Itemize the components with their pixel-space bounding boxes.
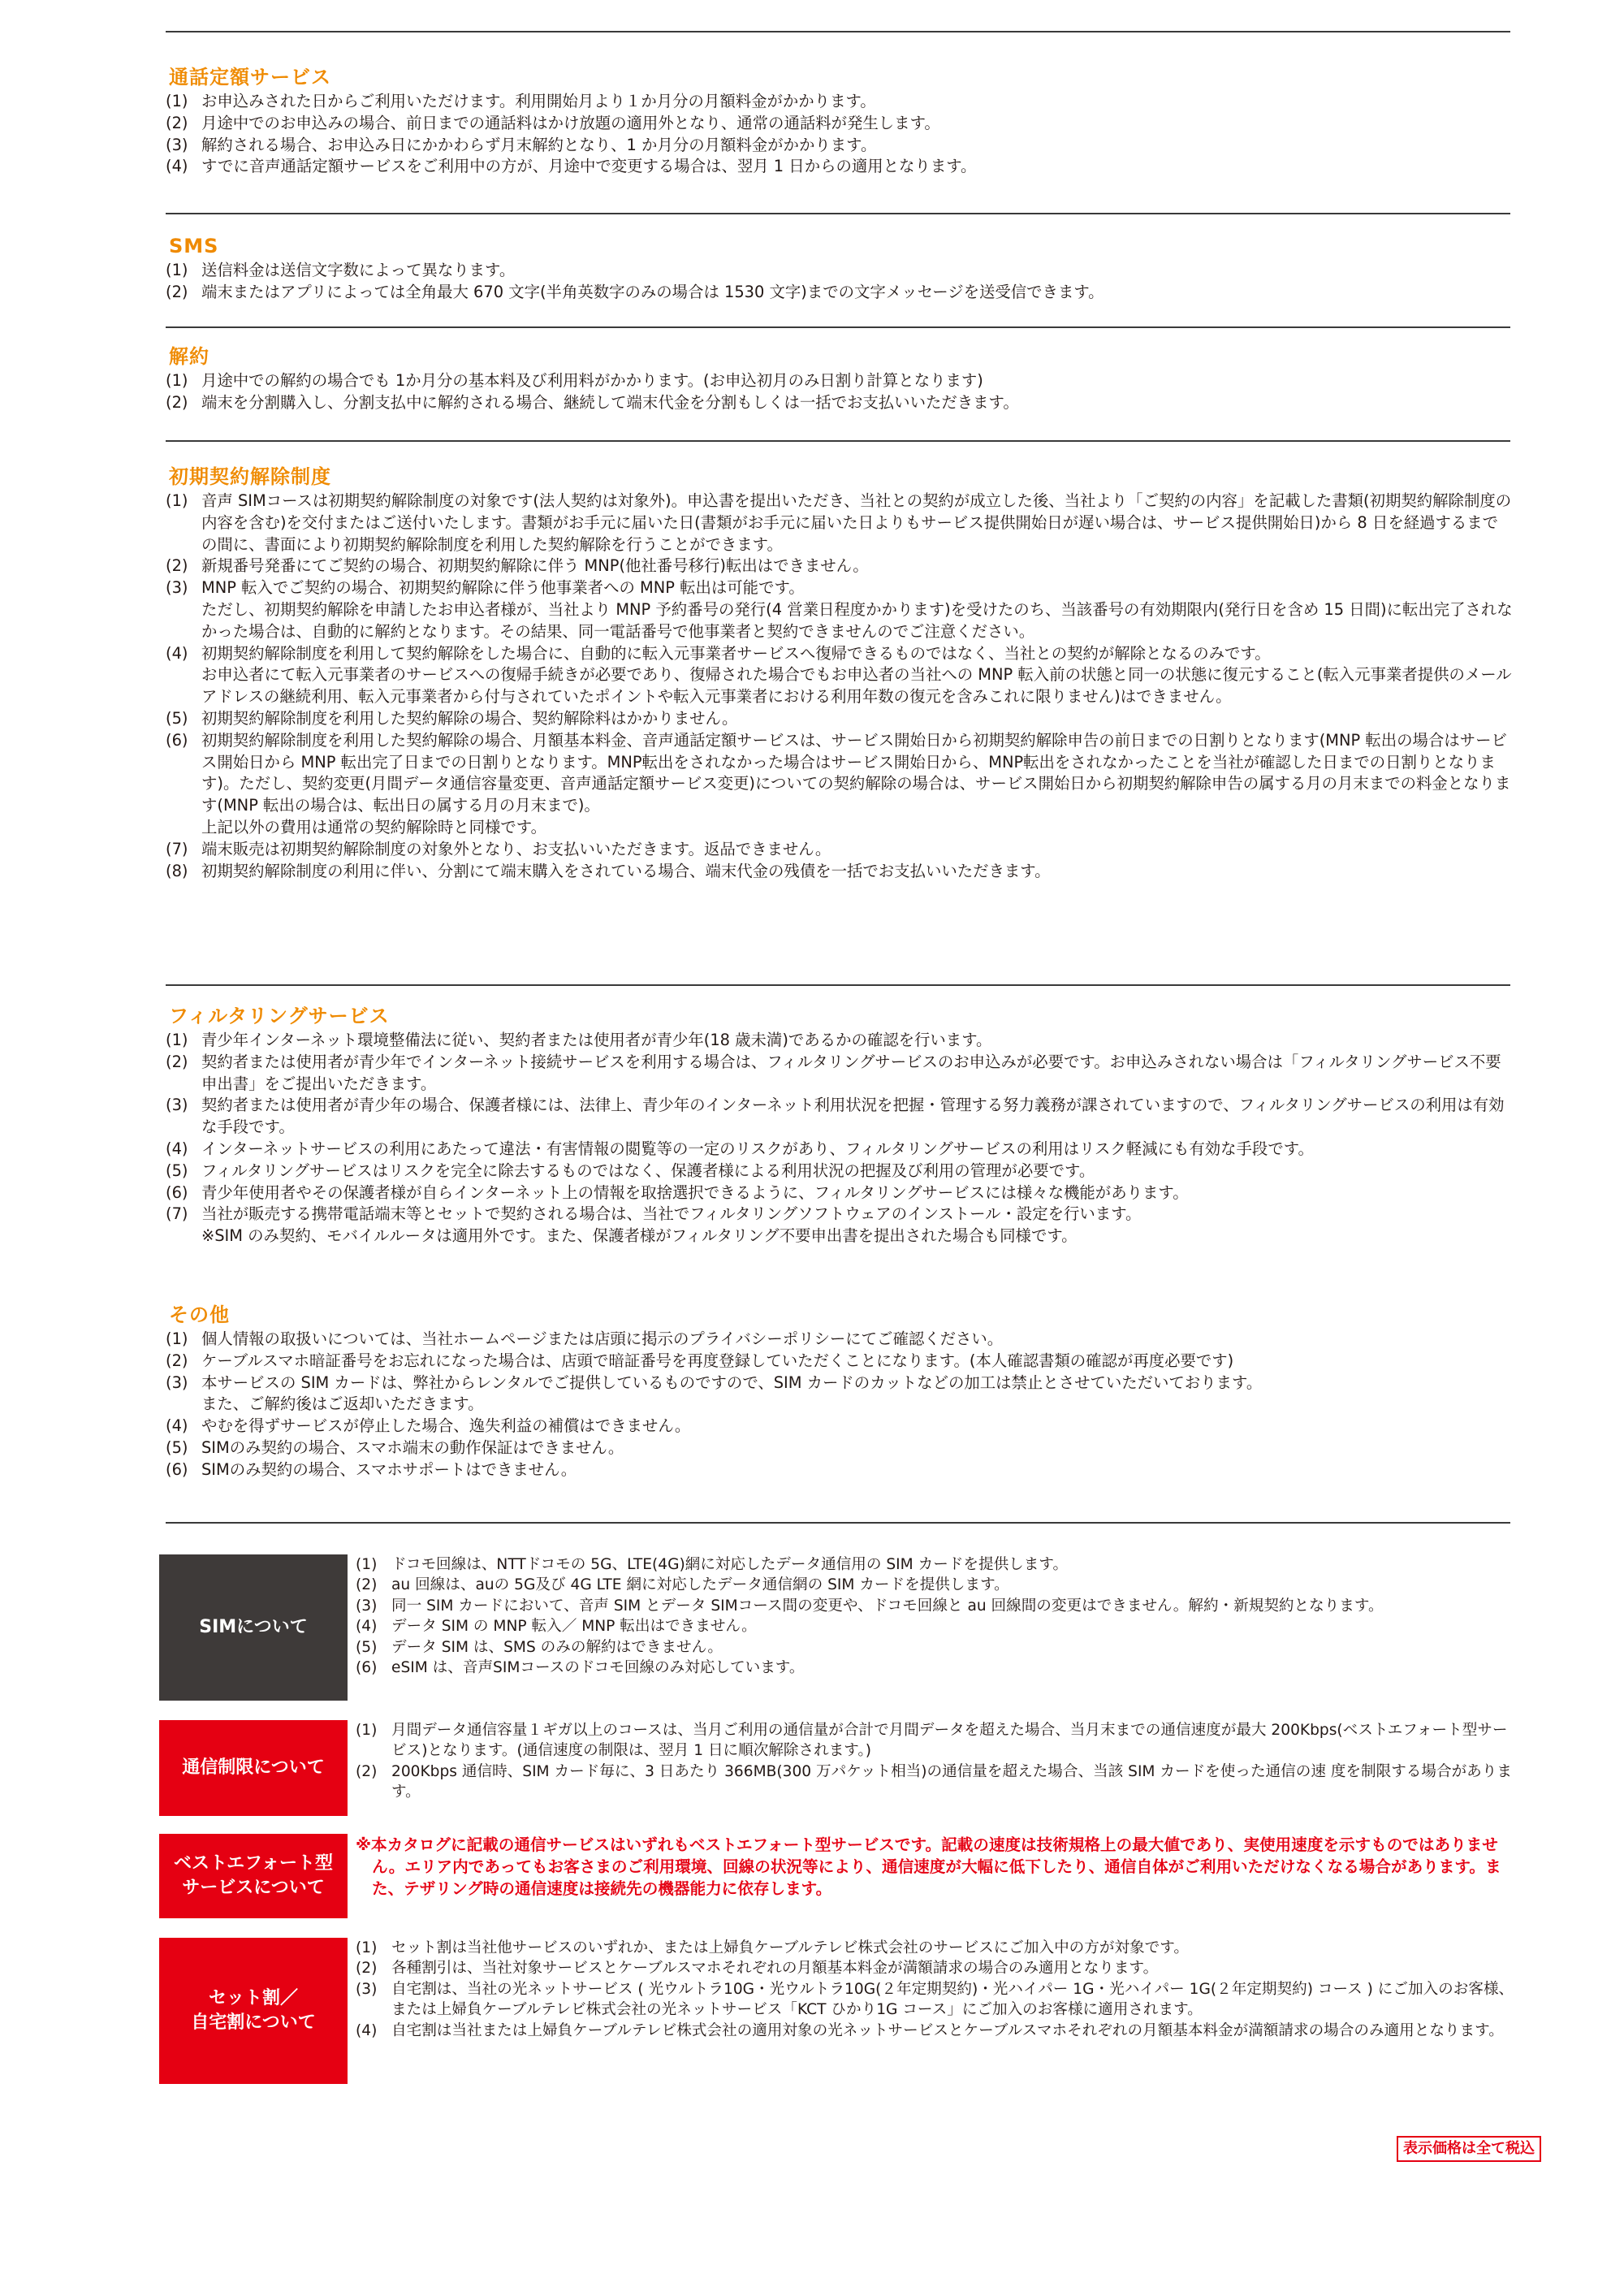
item-text: 上記以外の費用は通常の契約解除時と同様です。 [201,817,547,837]
section-flat-call [166,65,1514,178]
item-number: (1) [166,371,188,390]
list-item [356,1554,1515,1575]
list-item [166,491,1514,556]
item-text: データ SIM の MNP 転入／ MNP 転出はできません。 [391,1618,757,1636]
list-item [166,1394,1514,1416]
item-text: 同一 SIM カードにおいて、音声 SIM とデータ SIMコース間の変更や、ドコモ回線と au 回線間の変更はできません。解約・新規契約となります。 [391,1597,1384,1615]
item-text: お申込者にて転入元事業者のサービスへの復帰手続きが必要であり、復帰された場合でもお申込者の当社への MNP 転入前の状態と同一の状態に復元すること(転入元事業者提供のメールアドレスの継続利用、転入元事業者から付与されていたポイントや転入元事業者における利用年数の復元を含みこれに限りません)はできません。 [201,665,1512,707]
item-text: ケーブルスマホ暗証番号をお忘れになった場合は、店頭で暗証番号を再度登録していただくことになります。(本人確認書類の確認が再度必要です) [201,1351,1234,1370]
divider [166,31,1510,32]
item-list [166,260,1514,304]
item-text: 解約される場合、お申込み日にかかわらず月末解約となり、1 か月分の月額料金がかかります。 [201,135,877,154]
info-body [356,1938,1515,2041]
section-title: 初期契約解除制度 [169,465,331,488]
info-set-discount [159,1938,1523,2084]
list-item [166,91,1514,113]
item-text: au 回線は、auの 5G及び 4G LTE 網に対応したデータ通信網の SIM カードを提供します。 [391,1576,1009,1594]
item-text: 月途中でのお申込みの場合、前日までの通話料はかけ放題の適用外となり、通常の通話料が発生します。 [201,113,940,132]
tax-note-badge: 表示価格は全て税込 [1397,2136,1541,2162]
list-item [166,730,1514,817]
item-number: (3) [166,578,188,598]
list-item [356,1979,1515,2021]
item-text: 月途中での解約の場合でも 1か月分の基本料及び利用料がかかります。(お申込初月のみ日割り計算となります) [201,371,983,390]
item-number: (2) [166,392,188,412]
item-number: (5) [166,708,188,728]
item-number: (1) [166,1329,188,1348]
list-item [166,1161,1514,1182]
item-number: (6) [356,1659,378,1677]
list-item [166,135,1514,157]
item-text: 本サービスの SIM カードは、弊社からレンタルでご提供しているものですので、SIM カードのカットなどの加工は禁止とさせていただいております。 [201,1373,1263,1392]
item-text: やむを得ずサービスが停止した場合、逸失利益の補償はできません。 [201,1416,691,1436]
list-item [166,1052,1514,1096]
item-text: 200Kbps 通信時、SIM カード毎に、3 日あたり 366MB(300 万パケット相当)の通信量を超えた場合、当該 SIM カードを使った通信の速 度を制限する場合があります。 [391,1762,1512,1801]
section-filtering [166,1004,1514,1247]
divider [166,326,1510,328]
item-text: 初期契約解除制度を利用した契約解除の場合、月額基本料金、音声通話定額サービスは、サービス開始日から初期契約解除申告の前日までの日割りとなります(MNP 転出の場合はサービス開始日から MNP 転出完了日までの日割りとなります。MNP転出をされなかった場合はサービス開始日から、MNP転出をされなかったことを当社が確認した日までの日割りとなります)。ただし、契約変更(月間データ通信容量変更、音声通話定額サービス変更)についての契約解除の場合は、サービス開始日から初期契約解除申告の属する月の月末までの料金となります(MNP 転出の場合は、転出日の属する月の月末まで)。 [201,730,1511,815]
item-number: (3) [166,1096,188,1115]
list-item [166,156,1514,178]
item-text: 月間データ通信容量１ギガ以上のコースは、当月ご利用の通信量が合計で月間データを超えた場合、当月末までの通信速度が最大 200Kbps(ベストエフォート型サービス)となります。(通信速度の制限は、翌月 1 日に順次解除されます。) [391,1722,1508,1760]
list-item [356,1658,1515,1678]
list-item [356,1720,1515,1762]
item-number: (3) [356,1980,378,1998]
list-item [166,861,1514,883]
item-number: (2) [166,113,188,132]
item-text: 音声 SIMコースは初期契約解除制度の対象です(法人契約は対象外)。申込書を提出いただき、当社との契約が成立した後、当社より「ご契約の内容」を記載した書類(初期契約解除制度の内容を含む)を交付またはご送付いたします。書類がお手元に届いた日(書類がお手元に届いた日よりもサービス提供開始日が遅い場合は、サービス提供開始日)から 8 日を経過するまでの間に、書面により初期契約解除制度を利用した契約解除を行うことができます。 [201,491,1512,554]
item-text: 自宅割は当社または上婦負ケーブルテレビ株式会社の適用対象の光ネットサービスとケーブルスマホそれぞれの月額基本料金が満額請求の場合のみ適用となります。 [391,2021,1504,2039]
section-initial-cancel [166,465,1514,882]
item-number: (3) [166,1373,188,1392]
list-item [166,260,1514,282]
item-number: (4) [166,1139,188,1158]
info-label: セット割／ 自宅割について [159,1938,348,2084]
item-text: 自宅割は、当社の光ネットサービス ( 光ウルトラ10G・光ウルトラ10G(２年定期契約)・光ハイパー 1G・光ハイパー 1G(２年定期契約) コース ) にご加入のお客様、または上婦負ケーブルテレビ株式会社の光ネットサービス「KCT ひかり1G コース」にご加入のお客様に適用されます。 [391,1980,1514,2019]
item-text: eSIM は、音声SIMコースのドコモ回線のみ対応しています。 [391,1659,805,1677]
item-list [166,91,1514,178]
divider [166,1522,1510,1524]
item-number: (5) [166,1437,188,1457]
item-text: インターネットサービスの利用にあたって違法・有害情報の閲覧等の一定のリスクがあり、フィルタリングサービスの利用はリスク軽減にも有効な手段です。 [201,1139,1314,1158]
item-number: (3) [166,135,188,154]
item-text: MNP 転入でご契約の場合、初期契約解除に伴う他事業者への MNP 転出は可能です。 [201,578,805,598]
item-number: (4) [166,1416,188,1436]
list-item [356,1616,1515,1636]
item-text: SIMのみ契約の場合、スマホ端末の動作保証はできません。 [201,1437,624,1457]
item-text: データ SIM は、SMS のみの解約はできません。 [391,1638,723,1656]
item-number: (2) [356,1960,378,1978]
item-number: (2) [356,1762,378,1780]
item-list [166,370,1514,414]
item-text: また、ご解約後はご返却いただきます。 [201,1394,484,1414]
item-list [166,1329,1514,1481]
info-sim [159,1554,1523,1701]
item-text: フィルタリングサービスはリスクを完全に除去するものではなく、保護者様による利用状況の把握及び利用の管理が必要です。 [201,1161,1095,1180]
item-number: (1) [356,1939,378,1956]
item-text: 青少年インターネット環境整備法に従い、契約者または使用者が青少年(18 歳未満)であるかの確認を行います。 [201,1031,992,1049]
item-number: (4) [166,157,188,176]
list-item [166,599,1514,643]
item-text: 個人情報の取扱いについては、当社ホームページまたは店頭に掲示のプライバシーポリシーにてご確認ください。 [201,1329,1004,1348]
section-title: 通話定額サービス [169,66,331,89]
item-text: 端末を分割購入し、分割支払中に解約される場合、継続して端末代金を分割もしくは一括でお支払いいただきます。 [201,392,1019,412]
list-item [166,577,1514,599]
item-text: 当社が販売する携帯電話端末等とセットで契約される場合は、当社でフィルタリングソフトウェアのインストール・設定を行います。 [201,1204,1142,1224]
section-title: その他 [169,1303,230,1326]
item-number: (4) [166,643,188,663]
item-number: (4) [356,2021,378,2039]
section-title: フィルタリングサービス [169,1005,390,1027]
list-item [166,1095,1514,1139]
item-text: 端末販売は初期契約解除制度の対象外となり、お支払いいただきます。返品できません。 [201,839,831,858]
item-list [356,1720,1515,1803]
item-text: お申込みされた日からご利用いただけます。利用開始月より１か月分の月額料金がかかります。 [201,92,876,110]
info-body [356,1554,1515,1678]
list-item [166,1226,1514,1247]
item-number: (2) [166,1052,188,1071]
item-number: (7) [166,839,188,858]
list-item [166,1139,1514,1161]
list-item [166,392,1514,414]
info-limit [159,1720,1523,1816]
list-item [166,839,1514,861]
item-number: (1) [356,1556,378,1573]
item-number: (1) [166,92,188,110]
list-item [356,1938,1515,1958]
item-text: 契約者または使用者が青少年でインターネット接続サービスを利用する場合は、フィルタリングサービスのお申込みが必要です。お申込みされない場合は「フィルタリングサービス不要申出書」をご提出いただきます。 [201,1052,1501,1093]
item-text: 送信料金は送信文字数によって異なります。 [201,261,516,279]
list-item [166,1030,1514,1052]
list-item [356,1958,1515,1978]
list-item [166,1416,1514,1437]
list-item [356,1637,1515,1658]
item-list [356,1938,1515,2041]
item-text: 契約者または使用者が青少年の場合、保護者様には、法律上、青少年のインターネット利用状況を把握・管理する努力義務が課されていますので、フィルタリングサービスの利用は有効な手段です。 [201,1096,1505,1137]
list-item [166,1459,1514,1481]
item-text: 新規番号発番にてご契約の場合、初期契約解除に伴う MNP(他社番号移行)転出はできません。 [201,556,869,576]
section-cancel [166,344,1514,414]
item-number: (1) [356,1722,378,1739]
item-list [166,491,1514,882]
item-text: 初期契約解除制度を利用して契約解除をした場合に、自動的に転入元事業者サービスへ復帰できるものではなく、当社との契約が解除となるのみです。 [201,643,1271,663]
item-number: (2) [356,1576,378,1594]
item-number: (1) [166,491,188,510]
item-number: (1) [166,1031,188,1049]
info-label: 通信制限について [159,1720,348,1816]
list-item [166,1351,1514,1373]
item-text: 端末またはアプリによっては全角最大 670 文字(半角英数字のみの場合は 1530 文字)までの文字メッセージを送受信できます。 [201,282,1104,301]
divider [166,213,1510,214]
list-item [166,556,1514,577]
item-number: (6) [166,1182,188,1202]
item-number: (1) [166,261,188,279]
section-title: SMS [169,235,219,257]
list-item [166,1373,1514,1394]
item-number: (8) [166,861,188,880]
item-number: (6) [166,1459,188,1479]
list-item [166,708,1514,730]
list-item [166,643,1514,665]
list-item [166,1329,1514,1351]
section-title: 解約 [169,345,209,368]
item-number: (4) [356,1618,378,1636]
item-text: ドコモ回線は、NTTドコモの 5G、LTE(4G)網に対応したデータ通信用の SIM カードを提供します。 [391,1556,1069,1573]
list-item [166,817,1514,839]
item-number: (2) [166,1351,188,1370]
item-text: すでに音声通話定額サービスをご利用中の方が、月途中で変更する場合は、翌月 1 日からの適用となります。 [201,157,977,176]
item-number: (3) [356,1597,378,1615]
item-number: (5) [166,1161,188,1180]
item-text: 青少年使用者やその保護者様が自らインターネット上の情報を取捨選択できるように、フィルタリングサービスには様々な機能があります。 [201,1182,1189,1202]
item-number: (2) [166,556,188,576]
item-number: (7) [166,1204,188,1224]
item-text: 各種割引は、当社対象サービスとケーブルスマホそれぞれの月額基本料金が満額請求の場合のみ適用となります。 [391,1960,1159,1978]
info-best-effort [159,1834,1523,1918]
divider [166,984,1510,986]
section-other [166,1303,1514,1481]
list-item [356,2021,1515,2041]
item-text: SIMのみ契約の場合、スマホサポートはできません。 [201,1459,577,1479]
list-item [166,113,1514,135]
item-text: ただし、初期契約解除を申請したお申込者様が、当社より MNP 予約番号の発行(4 営業日程度かかります)を受けたのち、当該番号の有効期限内(発行日を含め 15 日間)に転出完了されなかった場合は、自動的に解約となります。その結果、同一電話番号で他事業者と契約できませんのでご注意ください。 [201,599,1513,641]
list-item [166,664,1514,708]
item-number: (6) [166,730,188,750]
list-item [166,1437,1514,1459]
best-effort-note: ※本カタログに記載の通信サービスはいずれもベストエフォート型サービスです。記載の速度は技術規格上の最大値であり、実使用速度を示すものではありません。エリア内であってもお客さまのご利用環境、回線の状況等により、通信速度が大幅に低下したり、通信自体がご利用いただけなくなる場合があります。また、テザリング時の通信速度は接続先の機器能力に依存します。 [356,1835,1501,1898]
list-item [356,1762,1515,1803]
item-text: 初期契約解除制度を利用した契約解除の場合、契約解除料はかかりません。 [201,708,738,728]
item-number: (5) [356,1638,378,1656]
list-item [356,1575,1515,1595]
item-text: 初期契約解除制度の利用に伴い、分割にて端末購入をされている場合、端末代金の残債を一括でお支払いいただきます。 [201,861,1051,880]
item-list [166,1030,1514,1247]
item-text: セット割は当社他サービスのいずれか、または上婦負ケーブルテレビ株式会社のサービスにご加入中の方が対象です。 [391,1939,1189,1956]
list-item [166,370,1514,392]
info-body [356,1834,1515,1900]
info-label: ベストエフォート型 サービスについて [159,1834,348,1918]
list-item [356,1596,1515,1616]
list-item [166,282,1514,304]
divider [166,440,1510,442]
section-sms [166,234,1514,304]
item-text: ※SIM のみ契約、モバイルルータは適用外です。また、保護者様がフィルタリング不要申出書を提出された場合も同様です。 [201,1226,1078,1246]
list-item [166,1182,1514,1204]
info-label: SIMについて [159,1554,348,1701]
item-number: (2) [166,282,188,301]
item-list [356,1554,1515,1678]
info-body [356,1720,1515,1803]
list-item [166,1204,1514,1226]
